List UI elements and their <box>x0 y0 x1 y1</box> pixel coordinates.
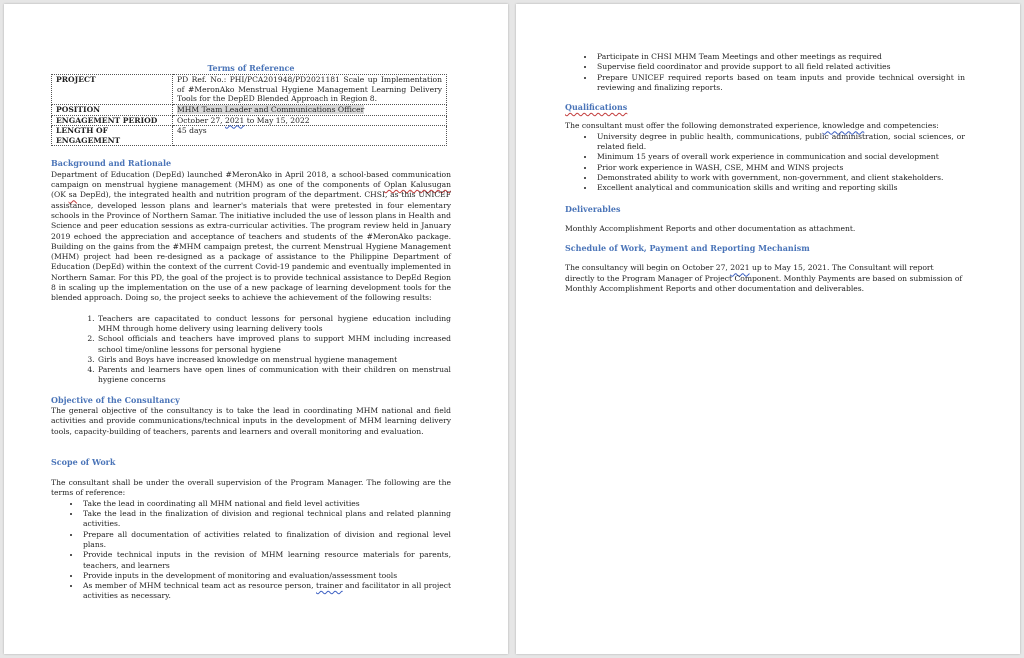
document-page-2 <box>516 4 1020 654</box>
qual-intro-b: and competencies: <box>864 121 939 131</box>
list-item: 3. Girls and Boys have increased knowledge on menstrual hygiene management <box>97 355 451 365</box>
document-title: Terms of Reference <box>207 63 295 73</box>
table-row <box>52 115 447 126</box>
length-label: LENGTH OF ENGAGEMENT <box>52 126 173 146</box>
scope-intro: The consultant shall be under the overall supervision of the Program Manager. The following are the terms of reference: <box>51 478 451 498</box>
project-value: PD Ref. No.: PHI/PCA201948/PD2021181 Scale up Implementation of #MeronAko Menstrual Hygiene Management Learning Delivery Tools for the DepED Blended Approach in Region 8. <box>173 75 447 105</box>
background-text-a: Department of Education (DepEd) launched #MeronAko in April 2018, a school-based communication campaign on menstrual hygiene management (MHM) as one of the components of <box>51 169 451 190</box>
period-label: ENGAGEMENT PERIOD <box>52 115 173 126</box>
table-row <box>52 75 447 105</box>
position-label: POSITION <box>52 105 173 116</box>
list-item: • Take the lead in coordinating all MHM national and field level activities <box>81 499 451 509</box>
scope-last-text-a: As member of MHM technical team act as resource person, <box>83 581 317 591</box>
qualifications-list <box>565 132 965 194</box>
qual-intro-a: The consultant must offer the following demonstrated experience, <box>565 121 823 131</box>
schedule-paragraph <box>565 263 965 294</box>
list-item: 4. Parents and learners have open lines of communication with their children on menstrual hygiene concerns <box>97 365 451 386</box>
position-value-cell <box>173 105 447 116</box>
page-1-content <box>51 63 451 602</box>
background-paragraph <box>51 170 451 304</box>
deliverables-heading: Deliverables <box>565 203 621 214</box>
background-heading: Background and Rationale <box>51 158 172 169</box>
list-item <box>81 581 451 602</box>
spacer <box>565 113 965 121</box>
list-item: • Provide inputs in the development of monitoring and evaluation/assessment tools <box>81 571 451 581</box>
sa-word: sa <box>68 190 78 200</box>
qualifications-heading-text: Qualifications <box>565 102 628 113</box>
list-item: 1. Teachers are capacitated to conduct lessons for personal hygiene education including MHM through home delivery using learning delivery tools <box>97 314 451 335</box>
length-value: 45 days <box>173 126 447 146</box>
list-item: • Prepare all documentation of activities related to finalization of division and regional level plans. <box>81 530 451 551</box>
results-list <box>51 314 451 386</box>
scope-list-continued <box>565 52 965 93</box>
scope-heading: Scope of Work <box>51 456 116 467</box>
background-text-b: (OK <box>51 190 69 200</box>
spacer <box>565 254 965 263</box>
period-end: to May 15, 2022 <box>244 115 310 125</box>
list-item: • Minimum 15 years of overall work experience in communication and social development <box>595 152 965 162</box>
deliverables-paragraph: Monthly Accomplishment Reports and other documentation as attachment. <box>565 223 856 233</box>
qualifications-heading <box>565 102 965 112</box>
list-item: • Provide technical inputs in the revision of MHM learning resource materials for parents, teachers, and learners <box>81 550 451 571</box>
spacer <box>565 215 965 224</box>
document-page-1 <box>4 4 508 654</box>
period-year: 2021 <box>225 115 245 125</box>
terms-table <box>51 74 447 146</box>
page-2-content <box>565 52 965 294</box>
list-item: • University degree in public health, communications, public administration, social sciences, or related field. <box>595 132 965 153</box>
oplan-kalusugan: Oplan Kalusugan <box>383 180 451 190</box>
schedule-text-a: The consultancy will begin on October 27, <box>565 263 731 273</box>
qualifications-intro <box>565 121 965 131</box>
list-item: • Prepare UNICEF required reports based on team inputs and provide technical oversight in reviewing and finalizing reports. <box>595 73 965 94</box>
objective-heading: Objective of the Consultancy <box>51 394 180 405</box>
table-row <box>52 126 447 146</box>
position-value: MHM Team Leader and Communications Officer <box>177 105 365 115</box>
list-item: 2. School officials and teachers have improved plans to support MHM including increased school time/online lessons for personal hygiene <box>97 334 451 355</box>
schedule-text-b: up to May 15, 2021. The Consultant will report directly to the Program Manager of Project Component. Monthly Payments are based on submission of Monthly Accomplishment Reports and other documentation and deliverables. <box>565 263 963 294</box>
schedule-year: 2021 <box>730 263 750 273</box>
list-item: • Supervise field coordinator and provide support to all field related activities <box>595 62 965 72</box>
spacer <box>51 468 451 478</box>
period-value <box>173 115 447 126</box>
trainer-word: trainer <box>316 581 343 591</box>
background-text-c: DepEd), the integrated health and nutrition program of the department. CHSI, as this UNICEF assistance, developed lesson plans and learner's materials that were pretested in four elementary schools in the Province of Northern Samar. The initiative included the use of lesson plans in Health and Science and peer education sessions as extra-curricular activities. The program review held in January 2019 echoed the appreciation and acceptance of teachers and students of the #MeronAko package. Building on the gains from the #MHM campaign pretest, the current Menstrual Hygiene Management (MHM) project had been re-designed as a package of assistance to the Philippine Department of Education (DepEd) within the context of the current Covid-19 pandemic and eventually implemented in Northern Samar. For this PD, the goal of the project is to provide technical assistance to DepEd Region 8 in scaling up the implementation on the use of a new package of learning development tools for the blended approach. Doing so, the project seeks to achieve the achievement of the following results: <box>51 190 451 303</box>
objective-paragraph: The general objective of the consultancy is to take the lead in coordinating MHM national and field activities and provide communications/technical inputs in the development of MHM learning delivery tools, capacity-building of teachers, parents and learners and overall monitoring and evaluation. <box>51 405 451 436</box>
list-item: • Take the lead in the finalization of division and regional technical plans and related planning activities. <box>81 509 451 530</box>
list-item: • Participate in CHSI MHM Team Meetings and other meetings as required <box>595 52 965 62</box>
project-label: PROJECT <box>52 75 173 105</box>
scope-last-text-b: and facilitator in all project activities as necessary. <box>83 581 451 601</box>
knowledge-word: knowledge <box>822 121 865 131</box>
table-row <box>52 105 447 116</box>
list-item: • Excellent analytical and communication skills and writing and reporting skills <box>595 183 965 193</box>
list-item: • Prior work experience in WASH, CSE, MHM and WINS projects <box>595 163 965 173</box>
scope-list <box>51 499 451 602</box>
period-start: October 27, <box>177 115 225 125</box>
list-item: • Demonstrated ability to work with government, non-government, and client stakeholders. <box>595 173 965 183</box>
schedule-heading: Schedule of Work, Payment and Reporting Mechanism <box>565 243 810 254</box>
